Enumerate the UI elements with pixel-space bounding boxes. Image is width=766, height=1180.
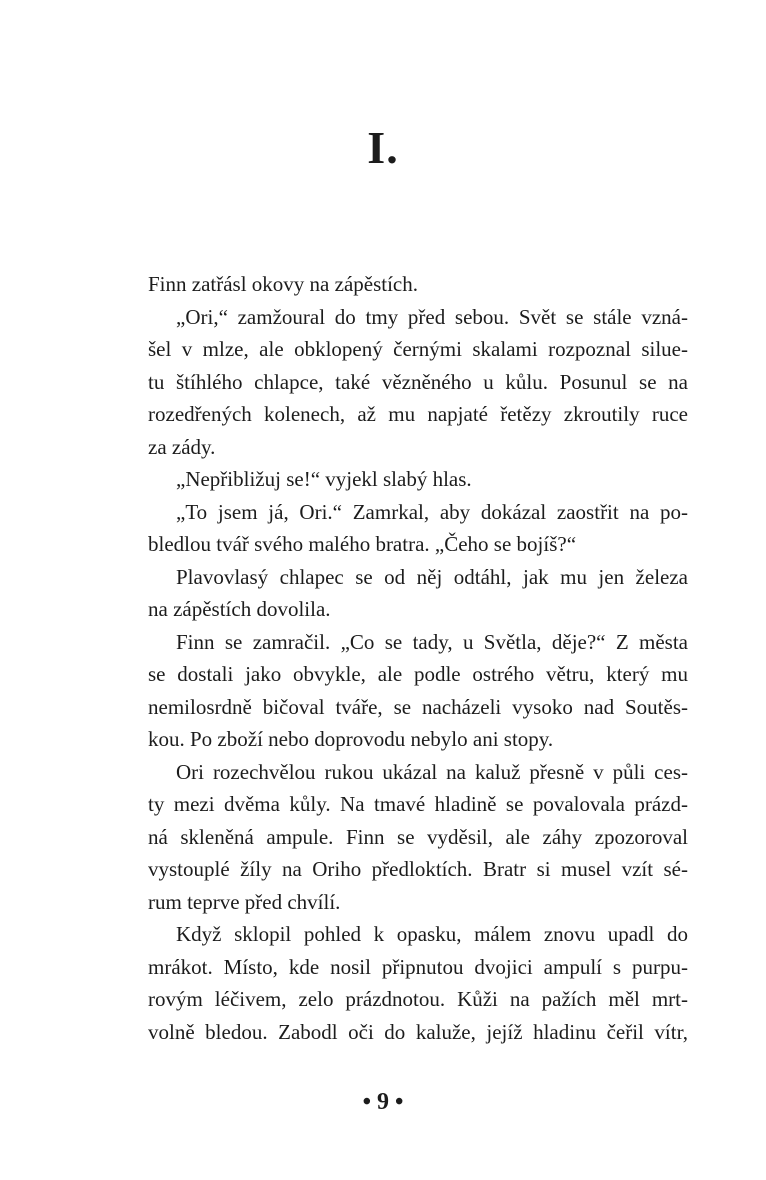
text-line: rozedřených kolenech, až mu napjaté řetězy zkroutily ruce xyxy=(148,402,688,426)
text-line: Plavovlasý chlapec se od něj odtáhl, jak mu jen železa xyxy=(176,564,688,589)
chapter-title: I. xyxy=(367,122,399,173)
text-line: na zápěstích dovolila. xyxy=(148,597,331,621)
text-line: tu štíhlého chlapce, také vězněného u kůlu. Posunul se na xyxy=(148,369,688,394)
text-line: rum teprve před chvílí. xyxy=(148,889,341,914)
text-line: „Nepřibližuj se!“ vyjekl slabý hlas. xyxy=(176,467,472,491)
text-line: „To jsem já, Ori.“ Zamrkal, aby dokázal zaostřit na po- xyxy=(176,499,688,524)
text-line: Finn zatřásl okovy na zápěstích. xyxy=(148,272,419,296)
text-line: „Ori,“ zamžoural do tmy před sebou. Svět se stále vzná- xyxy=(176,304,688,329)
text-line: Ori rozechvělou rukou ukázal na kaluž přesně v půli ces- xyxy=(176,759,688,784)
text-line: volně bledou. Zabodl oči do kaluže, jejíž hladinu čeřil vítr, xyxy=(148,1019,688,1044)
text-line: rovým léčivem, zelo prázdnotou. Kůži na pažích měl mrt- xyxy=(148,987,688,1011)
text-line: ná skleněná ampule. Finn se vyděsil, ale záhy zpozoroval xyxy=(148,824,688,849)
text-line: bledlou tvář svého malého bratra. „Čeho se bojíš?“ xyxy=(148,532,577,556)
text-line: Když sklopil pohled k opasku, málem znovu upadl do xyxy=(176,922,688,946)
text-line: šel v mlze, ale obklopený černými skalami rozpoznal silue- xyxy=(148,337,688,361)
text-line: za zády. xyxy=(148,434,216,459)
page-number: • 9 • xyxy=(362,1089,404,1115)
body-text xyxy=(148,268,688,1048)
text-line: vystouplé žíly na Oriho předloktích. Bratr si musel vzít sé- xyxy=(148,857,688,881)
text-line: nemilosrdně bičoval tváře, se nacházeli vysoko nad Soutěs- xyxy=(148,694,688,719)
text-line: se dostali jako obvykle, ale podle ostrého větru, který mu xyxy=(148,662,688,686)
text-line: kou. Po zboží nebo doprovodu nebylo ani stopy. xyxy=(148,727,554,751)
text-line: mrákot. Místo, kde nosil připnutou dvojici ampulí s purpu- xyxy=(148,954,688,979)
text-line: ty mezi dvěma kůly. Na tmavé hladině se povalovala prázd- xyxy=(148,792,688,816)
text-line: Finn se zamračil. „Co se tady, u Světla, děje?“ Z města xyxy=(176,629,688,654)
